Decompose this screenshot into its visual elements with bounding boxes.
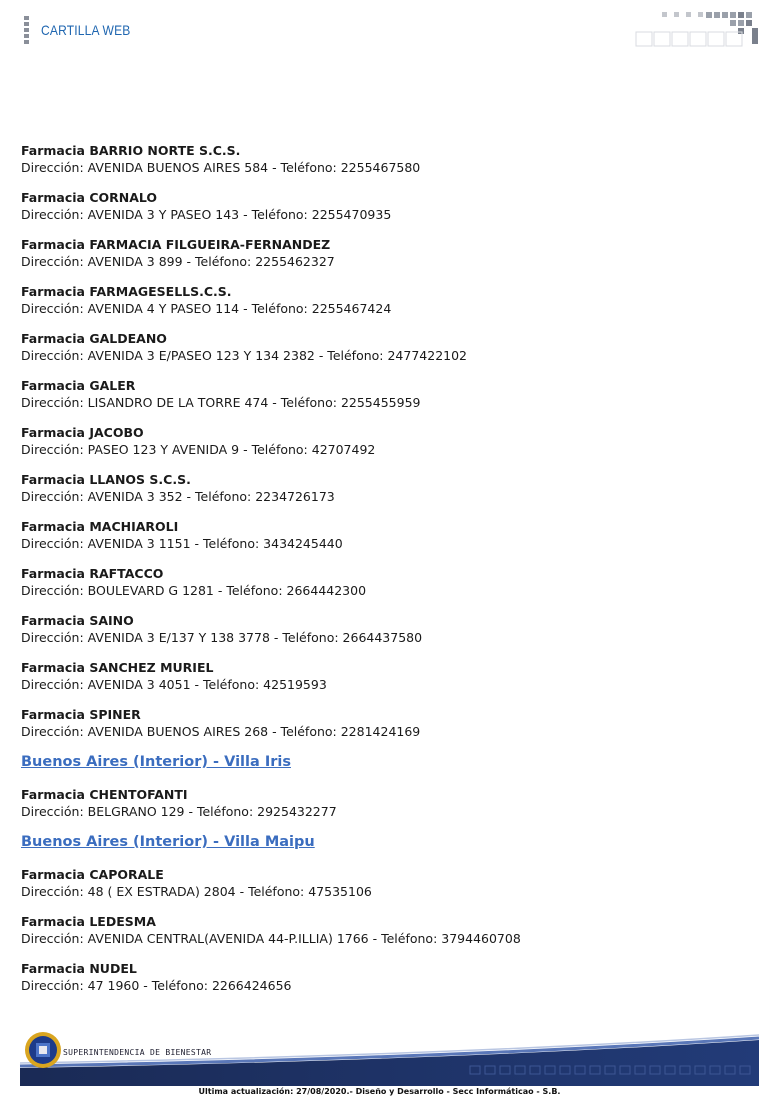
pharmacy-list bbox=[21, 142, 741, 1007]
pharmacy-name: Farmacia JACOBO bbox=[21, 425, 144, 440]
pharmacy-address: Dirección: AVENIDA 3 E/PASEO 123 Y 134 2382 - Teléfono: 2477422102 bbox=[21, 348, 468, 363]
section-heading-link[interactable]: Buenos Aires (Interior) - Villa Maipu bbox=[21, 834, 315, 850]
pharmacy-name: Farmacia MACHIAROLI bbox=[21, 519, 179, 534]
pharmacy-entry bbox=[21, 283, 741, 317]
pharmacy-address: Dirección: 47 1960 - Teléfono: 2266424656 bbox=[21, 978, 292, 993]
pharmacy-entry bbox=[21, 330, 741, 364]
pharmacy-name: Farmacia BARRIO NORTE S.C.S. bbox=[21, 143, 241, 158]
page-footer bbox=[0, 1028, 759, 1101]
emblem-icon bbox=[25, 1032, 61, 1068]
pharmacy-entry bbox=[21, 565, 741, 599]
pharmacy-address: Dirección: AVENIDA 3 1151 - Teléfono: 3434245440 bbox=[21, 536, 343, 551]
pharmacy-address: Dirección: BOULEVARD G 1281 - Teléfono: 2664442300 bbox=[21, 583, 367, 598]
pharmacy-entry bbox=[21, 866, 741, 900]
pharmacy-entry bbox=[21, 612, 741, 646]
pharmacy-entry bbox=[21, 960, 741, 994]
pharmacy-name: Farmacia LLANOS S.C.S. bbox=[21, 472, 191, 487]
pharmacy-name: Farmacia FARMACIA FILGUEIRA-FERNANDEZ bbox=[21, 237, 331, 252]
pharmacy-address: Dirección: AVENIDA 4 Y PASEO 114 - Teléfono: 2255467424 bbox=[21, 301, 392, 316]
pharmacy-address: Dirección: AVENIDA 3 899 - Teléfono: 2255462327 bbox=[21, 254, 335, 269]
section-heading-link[interactable]: Buenos Aires (Interior) - Villa Iris bbox=[21, 754, 291, 770]
header-title: CARTILLA WEB bbox=[41, 22, 131, 38]
pharmacy-address: Dirección: BELGRANO 129 - Teléfono: 2925432277 bbox=[21, 804, 337, 819]
footer-update-text: Ultima actualización: 27/08/2020.- Diseño y Desarrollo - Secc Informáticao - S.B. bbox=[198, 1087, 561, 1096]
footer-organization: SUPERINTENDENCIA DE BIENESTAR bbox=[63, 1048, 212, 1057]
pharmacy-entry bbox=[21, 424, 741, 458]
pharmacy-address: Dirección: 48 ( EX ESTRADA) 2804 - Teléfono: 47535106 bbox=[21, 884, 372, 899]
pharmacy-entry bbox=[21, 518, 741, 552]
header-bar-icon bbox=[24, 16, 29, 46]
pharmacy-name: Farmacia CHENTOFANTI bbox=[21, 787, 188, 802]
pharmacy-name: Farmacia NUDEL bbox=[21, 961, 137, 976]
pharmacy-name: Farmacia RAFTACCO bbox=[21, 566, 164, 581]
pharmacy-name: Farmacia SANCHEZ MURIEL bbox=[21, 660, 214, 675]
pharmacy-entry bbox=[21, 471, 741, 505]
pharmacy-entry bbox=[21, 189, 741, 223]
pharmacy-address: Dirección: AVENIDA BUENOS AIRES 584 - Teléfono: 2255467580 bbox=[21, 160, 421, 175]
pharmacy-address: Dirección: AVENIDA CENTRAL(AVENIDA 44-P.ILLIA) 1766 - Teléfono: 3794460708 bbox=[21, 931, 521, 946]
pharmacy-address: Dirección: PASEO 123 Y AVENIDA 9 - Teléfono: 42707492 bbox=[21, 442, 376, 457]
pharmacy-entry bbox=[21, 142, 741, 176]
pharmacy-address: Dirección: AVENIDA 3 352 - Teléfono: 2234726173 bbox=[21, 489, 335, 504]
pharmacy-name: Farmacia CORNALO bbox=[21, 190, 158, 205]
pharmacy-entry bbox=[21, 913, 741, 947]
pharmacy-entry bbox=[21, 236, 741, 270]
footer-wave-banner bbox=[0, 1028, 759, 1088]
pharmacy-address: Dirección: LISANDRO DE LA TORRE 474 - Teléfono: 2255455959 bbox=[21, 395, 421, 410]
pharmacy-name: Farmacia FARMAGESELLS.C.S. bbox=[21, 284, 232, 299]
pharmacy-name: Farmacia GALER bbox=[21, 378, 136, 393]
pharmacy-entry bbox=[21, 659, 741, 693]
pharmacy-entry bbox=[21, 786, 741, 820]
pharmacy-name: Farmacia LEDESMA bbox=[21, 914, 156, 929]
pharmacy-name: Farmacia SAINO bbox=[21, 613, 134, 628]
pharmacy-address: Dirección: AVENIDA BUENOS AIRES 268 - Teléfono: 2281424169 bbox=[21, 724, 421, 739]
pharmacy-name: Farmacia SPINER bbox=[21, 707, 141, 722]
pharmacy-name: Farmacia CAPORALE bbox=[21, 867, 164, 882]
header-grid-decoration-icon bbox=[634, 10, 759, 48]
pharmacy-entry bbox=[21, 377, 741, 411]
pharmacy-address: Dirección: AVENIDA 3 Y PASEO 143 - Teléfono: 2255470935 bbox=[21, 207, 392, 222]
pharmacy-name: Farmacia GALDEANO bbox=[21, 331, 167, 346]
pharmacy-address: Dirección: AVENIDA 3 E/137 Y 138 3778 - Teléfono: 2664437580 bbox=[21, 630, 423, 645]
pharmacy-entry bbox=[21, 706, 741, 740]
page-header bbox=[0, 0, 759, 60]
pharmacy-address: Dirección: AVENIDA 3 4051 - Teléfono: 42519593 bbox=[21, 677, 327, 692]
